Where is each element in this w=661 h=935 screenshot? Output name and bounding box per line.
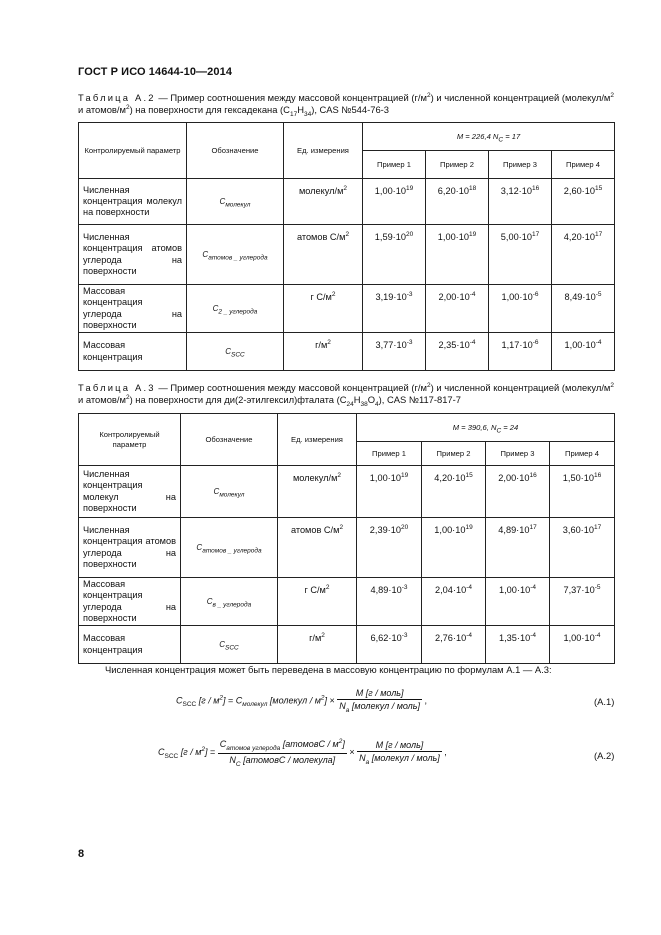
value-cell <box>552 285 615 333</box>
caption-sub: 4 <box>375 400 379 408</box>
col-header-example: Пример 1 <box>363 151 426 179</box>
caption-text: ) на поверхности для гексадекана (C <box>129 104 290 115</box>
symbol-cell <box>181 466 278 518</box>
col-header-unit: Ед. измерения <box>284 123 363 179</box>
value-cell <box>357 466 422 518</box>
formula-operator: × <box>346 747 358 758</box>
value-cell <box>550 578 615 626</box>
caption-sup: 2 <box>125 393 130 401</box>
value-mantissa: 1,00·10 <box>369 473 401 483</box>
param-cell: Массовая концентрация <box>79 626 181 664</box>
unit-sup: 2 <box>325 583 330 591</box>
table-a3-caption <box>78 382 614 406</box>
unit-cell <box>278 518 357 578</box>
col-header-example: Пример 4 <box>552 151 615 179</box>
caption-text: ), CAS №544-76-3 <box>311 104 390 115</box>
param-cell: Массовая концентрация <box>79 333 187 371</box>
value-exp: -6 <box>532 290 539 298</box>
table-row <box>79 225 615 285</box>
formula-symbol: N <box>339 701 346 711</box>
formula-unit: ] <box>223 695 226 706</box>
value-exp: 20 <box>405 230 414 238</box>
value-cell <box>357 518 422 578</box>
value-exp: 15 <box>594 184 603 192</box>
formula-unit: ] <box>342 739 345 749</box>
col-header-example: Пример 2 <box>426 151 489 179</box>
value-mantissa: 2,00·10 <box>438 292 470 302</box>
symbol-sub: 2 _ углерода <box>218 308 258 316</box>
caption-text: O <box>367 394 376 405</box>
meta-text: = 17 <box>503 131 521 141</box>
formula-unit: ] <box>324 695 328 706</box>
table-row <box>79 179 615 225</box>
fraction-denominator <box>357 752 442 766</box>
meta-sub: C <box>496 427 502 435</box>
page-number: 8 <box>78 848 85 860</box>
table-a2-caption <box>78 92 614 116</box>
formula-symbol: N <box>229 754 236 765</box>
value-cell <box>552 179 615 225</box>
value-mantissa: 4,20·10 <box>434 473 466 483</box>
value-cell <box>422 466 486 518</box>
symbol-letter: C <box>196 542 203 552</box>
value-exp: 17 <box>594 230 603 238</box>
caption-lead: Таблица А.3 <box>78 382 156 393</box>
symbol-sub: молекул <box>225 201 251 209</box>
value-mantissa: 1,00·10 <box>563 633 595 643</box>
value-exp: -4 <box>594 631 601 639</box>
value-mantissa: 4,20·10 <box>563 232 595 242</box>
value-mantissa: 2,00·10 <box>498 473 530 483</box>
table-meta <box>357 414 615 442</box>
table-row <box>79 578 615 626</box>
meta-text: M = 226,4 N <box>456 131 499 141</box>
formula-symbol: N <box>359 752 366 763</box>
formula-sub: C <box>235 760 241 768</box>
value-cell <box>486 466 550 518</box>
value-cell <box>363 179 426 225</box>
value-cell <box>363 333 426 371</box>
param-cell: Численная концентрация атомов углерода на поверхности <box>79 518 181 578</box>
value-mantissa: 2,35·10 <box>438 340 470 350</box>
caption-sup: 2 <box>426 381 431 389</box>
formula-sub: а <box>365 758 370 766</box>
unit-sup: 2 <box>343 184 348 192</box>
caption-text: H <box>353 394 361 405</box>
formula-sup: 2 <box>338 738 343 745</box>
symbol-letter: C <box>219 639 226 649</box>
table-row <box>79 466 615 518</box>
symbol-cell <box>187 225 284 285</box>
formula-sup: 2 <box>320 694 325 702</box>
value-cell <box>426 333 489 371</box>
formula-sub: SCC <box>182 701 197 709</box>
value-exp: 19 <box>465 523 473 531</box>
unit-text: г/м <box>315 340 328 350</box>
meta-text: M = 390,6, N <box>452 422 497 432</box>
value-exp: -4 <box>469 290 476 298</box>
formula-sub: SCC <box>164 752 179 760</box>
value-mantissa: 1,00·10 <box>437 232 469 242</box>
value-cell <box>426 285 489 333</box>
caption-text: ), CAS №117-817-7 <box>378 394 461 405</box>
value-mantissa: 5,00·10 <box>500 232 532 242</box>
value-mantissa: 1,35·10 <box>499 633 531 643</box>
value-mantissa: 3,12·10 <box>500 186 532 196</box>
value-exp: 20 <box>400 523 409 531</box>
unit-sup: 2 <box>339 523 344 531</box>
value-exp: -3 <box>401 631 408 639</box>
caption-sub: 24 <box>346 400 354 408</box>
caption-sup: 2 <box>426 91 431 99</box>
value-mantissa: 1,59·10 <box>374 232 406 242</box>
value-cell <box>422 578 486 626</box>
formula-sup: 2 <box>201 746 205 754</box>
unit-sup: 2 <box>331 290 336 298</box>
formula-operator: × <box>327 695 338 706</box>
value-cell <box>550 626 615 664</box>
unit-text: молекул/м <box>292 473 338 483</box>
col-header-param: Контролируемый параметр <box>79 414 181 466</box>
value-exp: -3 <box>406 338 413 346</box>
value-cell <box>363 285 426 333</box>
value-exp: -4 <box>469 338 476 346</box>
caption-sub: 17 <box>289 110 298 118</box>
meta-text: = 24 <box>501 422 519 432</box>
symbol-cell <box>187 179 284 225</box>
unit-cell <box>284 225 363 285</box>
caption-text: H <box>297 104 304 115</box>
unit-cell <box>278 626 357 664</box>
value-cell <box>550 518 615 578</box>
value-mantissa: 7,37·10 <box>563 585 595 595</box>
value-cell <box>363 225 426 285</box>
unit-sup: 2 <box>345 230 350 238</box>
col-header-unit: Ед. измерения <box>278 414 357 466</box>
unit-text: атомов C/м <box>290 525 340 535</box>
col-header-symbol: Обозначение <box>181 414 278 466</box>
formula-symbol: C <box>235 695 243 706</box>
formula-punct: , <box>422 695 428 706</box>
value-exp: 17 <box>593 523 602 531</box>
unit-sup: 2 <box>337 471 342 479</box>
col-header-example: Пример 2 <box>422 442 486 466</box>
param-cell: Численная концентрация атомов углерода на поверхности <box>79 225 187 285</box>
value-exp: 19 <box>400 471 409 479</box>
value-mantissa: 8,49·10 <box>564 292 596 302</box>
value-cell <box>486 518 550 578</box>
value-cell <box>357 578 422 626</box>
equation-number: (А.1) <box>594 696 615 707</box>
caption-text: — Пример соотношения между массовой концентрацией (г/м <box>155 92 427 103</box>
value-exp: 15 <box>465 471 473 479</box>
symbol-sub: атомов _ углерода <box>202 547 262 555</box>
caption-sup: 2 <box>610 91 614 99</box>
value-cell <box>489 225 552 285</box>
formula-unit: [г / м <box>198 695 220 706</box>
value-cell <box>426 179 489 225</box>
value-mantissa: 1,00·10 <box>564 340 596 350</box>
symbol-sub: молекул <box>219 491 245 499</box>
table-row <box>79 518 615 578</box>
formula-operator: = <box>225 695 236 706</box>
param-cell: Массовая концентрация углерода на поверхности <box>79 285 187 333</box>
value-exp: 16 <box>531 184 540 192</box>
value-exp: -5 <box>595 290 602 298</box>
formula-unit: [молекул / моль] <box>349 701 420 711</box>
caption-text: ) и численной концентрацией (молекул/м <box>430 382 611 393</box>
formula-sub: а <box>345 706 350 714</box>
value-mantissa: 1,00·10 <box>501 292 533 302</box>
value-mantissa: 3,60·10 <box>562 525 594 535</box>
value-mantissa: 2,60·10 <box>563 186 595 196</box>
caption-sup: 2 <box>610 381 614 389</box>
value-exp: 17 <box>529 523 537 531</box>
value-exp: -6 <box>532 338 539 346</box>
value-mantissa: 1,17·10 <box>501 340 533 350</box>
table-a3 <box>78 413 615 664</box>
value-cell <box>422 626 486 664</box>
symbol-letter: C <box>206 596 213 606</box>
value-mantissa: 1,00·10 <box>499 585 531 595</box>
formula-sub: молекул <box>242 701 268 709</box>
fraction-denominator <box>218 754 347 768</box>
unit-sup: 2 <box>327 338 331 346</box>
value-mantissa: 3,19·10 <box>375 292 407 302</box>
table-meta <box>363 123 615 151</box>
value-cell <box>426 225 489 285</box>
unit-cell <box>278 466 357 518</box>
symbol-letter: C <box>212 303 219 313</box>
col-header-example: Пример 1 <box>357 442 422 466</box>
value-cell <box>489 179 552 225</box>
col-header-example: Пример 4 <box>550 442 615 466</box>
equation-number: (А.2) <box>594 750 615 761</box>
document-header: ГОСТ Р ИСО 14644-10—2014 <box>78 66 233 78</box>
value-exp: -3 <box>406 290 413 298</box>
table-a2 <box>78 122 615 371</box>
symbol-cell <box>187 333 284 371</box>
formula-a1 <box>176 688 427 714</box>
col-header-param: Контролируемый параметр <box>79 123 187 179</box>
param-cell: Численная концентрация молекул на поверхности <box>79 466 181 518</box>
caption-text: ) и численной концентрацией (молекул/м <box>430 92 611 103</box>
formula-unit: [г / м <box>180 747 202 758</box>
symbol-cell <box>187 285 284 333</box>
value-exp: -4 <box>595 338 602 346</box>
value-exp: 18 <box>468 184 477 192</box>
value-cell <box>489 333 552 371</box>
table-row <box>79 626 615 664</box>
caption-text: и атомов/м <box>78 104 126 115</box>
fraction-numerator: M [г / моль] <box>337 688 422 700</box>
value-mantissa: 6,62·10 <box>370 633 402 643</box>
body-paragraph: Численная концентрация может быть переведена в массовую концентрацию по формулам А.1 — А.3: <box>105 664 552 675</box>
table-row <box>79 285 615 333</box>
symbol-letter: C <box>202 249 209 259</box>
symbol-cell <box>181 626 278 664</box>
caption-text: и атомов/м <box>78 394 126 405</box>
unit-cell <box>284 333 363 371</box>
symbol-sub: SCC <box>225 644 239 652</box>
value-exp: -4 <box>466 631 472 639</box>
unit-text: г C/м <box>310 292 332 302</box>
formula-fraction <box>218 738 347 768</box>
formula-punct: , <box>441 747 447 758</box>
meta-sub: C <box>498 136 504 144</box>
formula-unit: [атомовC / м <box>280 739 339 749</box>
value-cell <box>486 626 550 664</box>
param-cell: Численная концентрация молекул на поверхности <box>79 179 187 225</box>
fraction-denominator <box>337 700 422 714</box>
value-mantissa: 1,00·10 <box>434 525 466 535</box>
formula-operator: = <box>207 747 218 758</box>
value-cell <box>550 466 615 518</box>
value-exp: -4 <box>530 631 536 639</box>
unit-text: молекул/м <box>298 186 344 196</box>
value-exp: 19 <box>468 230 477 238</box>
formula-fraction <box>357 740 442 766</box>
value-cell <box>552 225 615 285</box>
formula-unit: [молекул / м <box>269 695 321 706</box>
caption-sub: 34 <box>303 110 312 118</box>
value-cell <box>489 285 552 333</box>
value-cell <box>357 626 422 664</box>
caption-sub: 38 <box>360 400 368 408</box>
value-cell <box>552 333 615 371</box>
caption-text: — Пример соотношения между массовой концентрацией (г/м <box>155 382 427 393</box>
value-mantissa: 4,89·10 <box>370 585 402 595</box>
caption-text: ) на поверхности для ди(2-этилгексил)фталата (C <box>129 394 347 405</box>
fraction-numerator <box>218 738 347 754</box>
value-mantissa: 2,04·10 <box>435 585 467 595</box>
value-exp: 16 <box>529 471 537 479</box>
value-mantissa: 6,20·10 <box>437 186 469 196</box>
formula-sup: 2 <box>219 694 223 702</box>
value-mantissa: 4,89·10 <box>498 525 530 535</box>
symbol-letter: C <box>213 486 220 496</box>
unit-sup: 2 <box>321 631 325 639</box>
unit-cell <box>284 179 363 225</box>
caption-sup: 2 <box>125 103 130 111</box>
value-exp: 17 <box>531 230 540 238</box>
value-mantissa: 2,39·10 <box>369 525 401 535</box>
value-exp: -5 <box>594 583 601 591</box>
value-exp: -3 <box>401 583 408 591</box>
formula-unit: ] <box>205 747 208 758</box>
formula-sub: атомов углерода <box>226 744 281 752</box>
formula-symbol: C <box>158 747 165 758</box>
unit-text: г C/м <box>304 585 326 595</box>
param-cell: Массовая концентрация углерода на поверхности <box>79 578 181 626</box>
symbol-sub: SCC <box>231 351 245 359</box>
symbol-sub: атомов _ углерода <box>208 254 268 262</box>
unit-cell <box>284 285 363 333</box>
value-cell <box>486 578 550 626</box>
value-exp: -4 <box>530 583 536 591</box>
value-mantissa: 2,76·10 <box>435 633 467 643</box>
unit-text: г/м <box>309 633 322 643</box>
value-exp: -4 <box>466 583 472 591</box>
value-cell <box>422 518 486 578</box>
symbol-cell <box>181 518 278 578</box>
symbol-letter: C <box>225 346 232 356</box>
col-header-example: Пример 3 <box>489 151 552 179</box>
col-header-symbol: Обозначение <box>187 123 284 179</box>
formula-unit: [молекул / моль] <box>369 752 440 763</box>
value-mantissa: 3,77·10 <box>375 340 407 350</box>
symbol-sub: в _ углерода <box>212 601 252 609</box>
formula-fraction <box>337 688 422 714</box>
symbol-cell <box>181 578 278 626</box>
unit-text: атомов C/м <box>296 232 346 242</box>
caption-lead: Таблица А.2 <box>78 92 156 103</box>
col-header-example: Пример 3 <box>486 442 550 466</box>
unit-cell <box>278 578 357 626</box>
formula-symbol: C <box>176 695 183 706</box>
value-mantissa: 1,50·10 <box>562 473 594 483</box>
symbol-letter: C <box>219 196 226 206</box>
formula-a2 <box>158 738 447 768</box>
table-row <box>79 333 615 371</box>
formula-symbol: C <box>219 739 227 749</box>
value-mantissa: 1,00·10 <box>374 186 406 196</box>
fraction-numerator: M [г / моль] <box>357 740 442 752</box>
value-exp: 16 <box>593 471 602 479</box>
value-exp: 19 <box>405 184 414 192</box>
formula-unit: [атомовC / молекула] <box>240 754 336 765</box>
